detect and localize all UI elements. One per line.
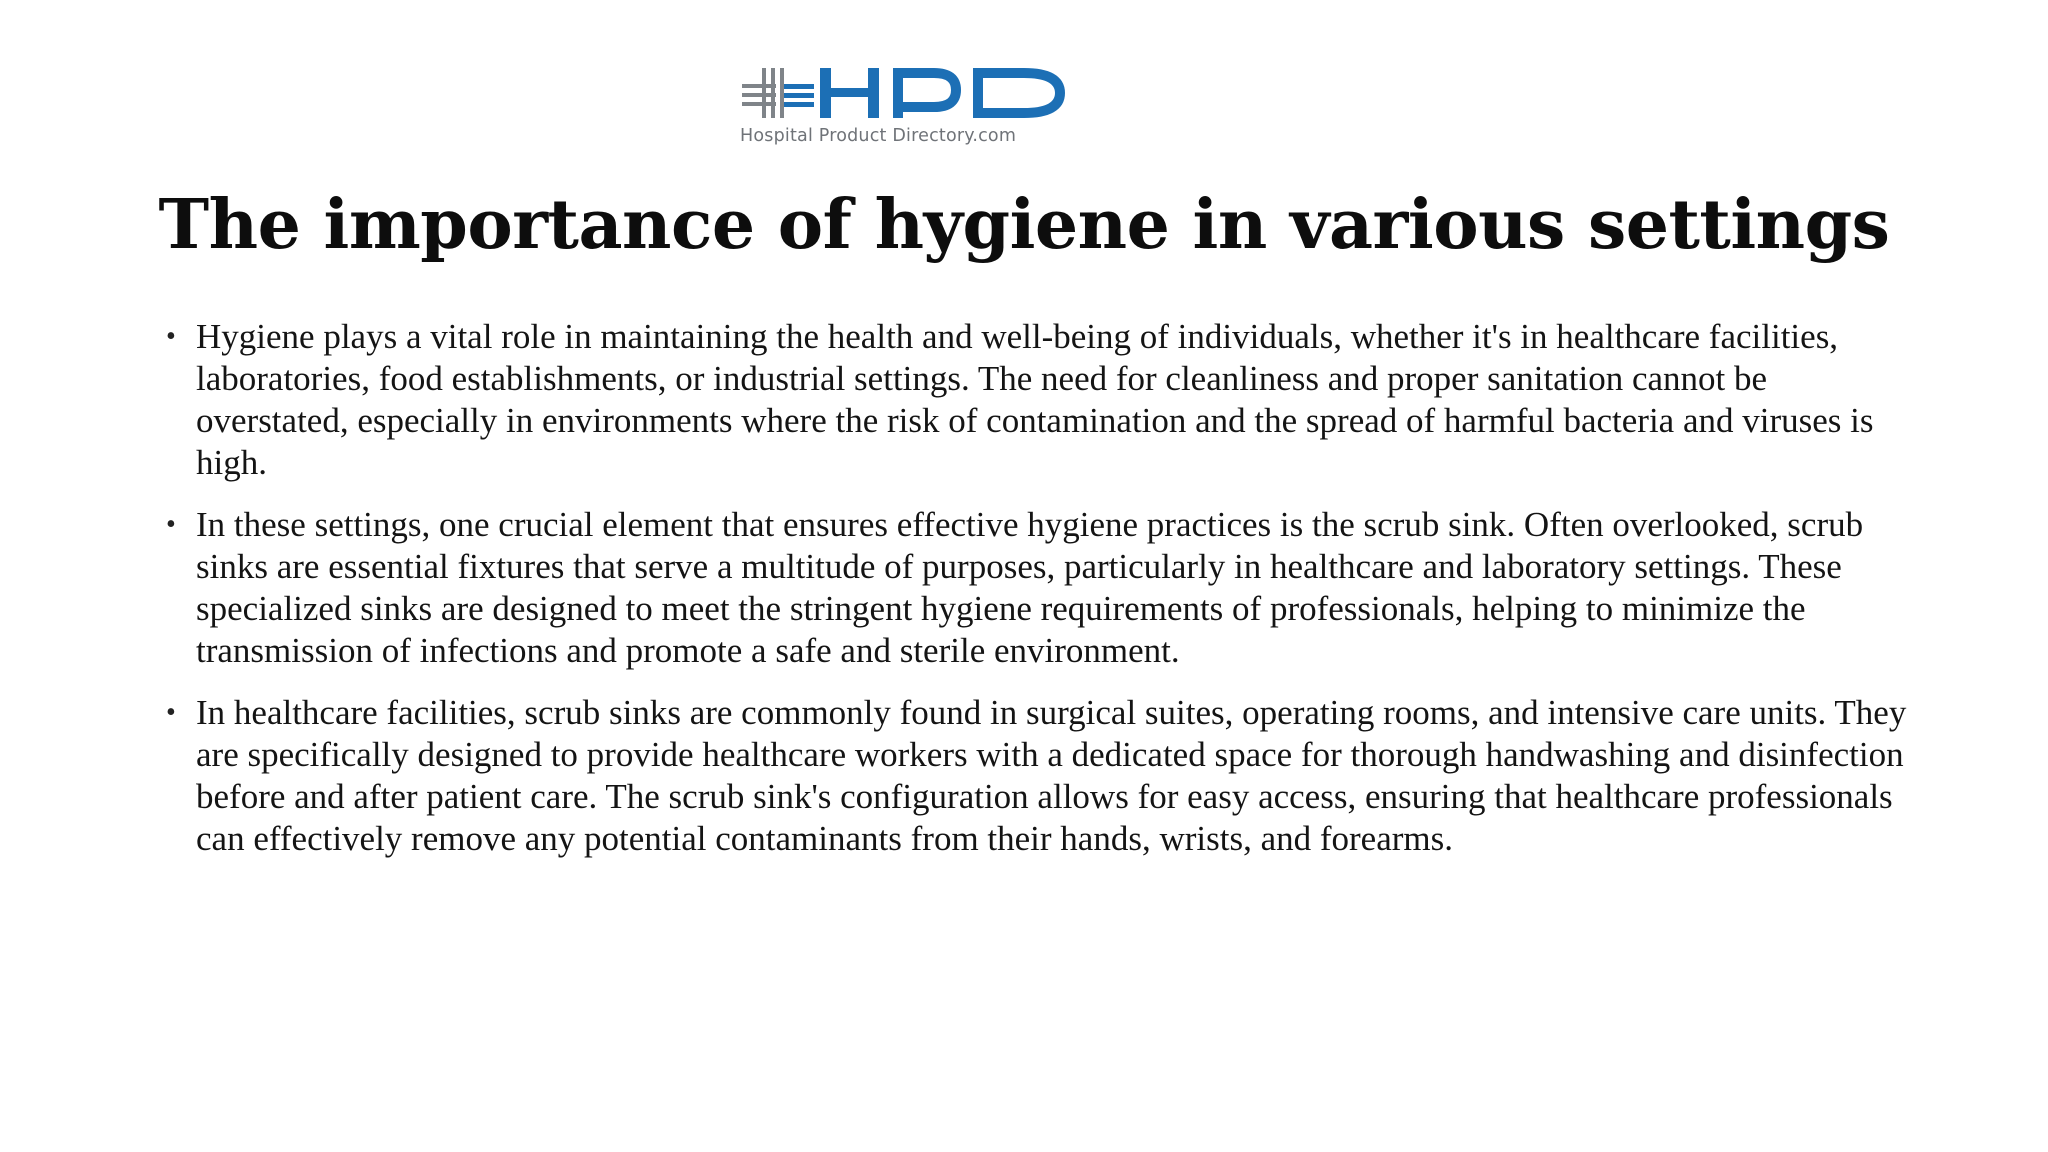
hpd-logo [738, 60, 1078, 156]
list-item [160, 692, 1920, 860]
bullet-text: Hygiene plays a vital role in maintaining the health and well-being of individuals, whether it's in healthcare facilities, laboratories, food establishments, or industrial settings. The need for cleanliness and proper sanitation cannot be overstated, especially in environments where the risk of contamination and the spread of harmful bacteria and viruses is high. [196, 317, 1874, 482]
list-item [160, 504, 1920, 672]
bullet-text: In healthcare facilities, scrub sinks are commonly found in surgical suites, operating rooms, and intensive care units. They are specifically designed to provide healthcare workers with a dedicated space for thorough handwashing and disinfection before and after patient care. The scrub sink's configuration allows for easy access, ensuring that healthcare professionals can effectively remove any potential contaminants from their hands, wrists, and forearms. [196, 693, 1907, 858]
logo-tagline: Hospital Product Directory.com [740, 126, 1017, 146]
bullet-list [160, 316, 1920, 880]
bullet-icon: • [166, 697, 176, 728]
list-item [160, 316, 1920, 484]
bullet-icon: • [166, 321, 176, 352]
hospital-cross-lines-icon [738, 60, 1078, 122]
page-title: The importance of hygiene in various settings [158, 185, 1890, 265]
bullet-icon: • [166, 509, 176, 540]
bullet-text: In these settings, one crucial element that ensures effective hygiene practices is the scrub sink. Often overlooked, scrub sinks are essential fixtures that serve a multitude of purposes, particularly in healthcare and laboratory settings. These specialized sinks are designed to meet the stringent hygiene requirements of professionals, helping to minimize the transmission of infections and promote a safe and sterile environment. [196, 505, 1864, 670]
